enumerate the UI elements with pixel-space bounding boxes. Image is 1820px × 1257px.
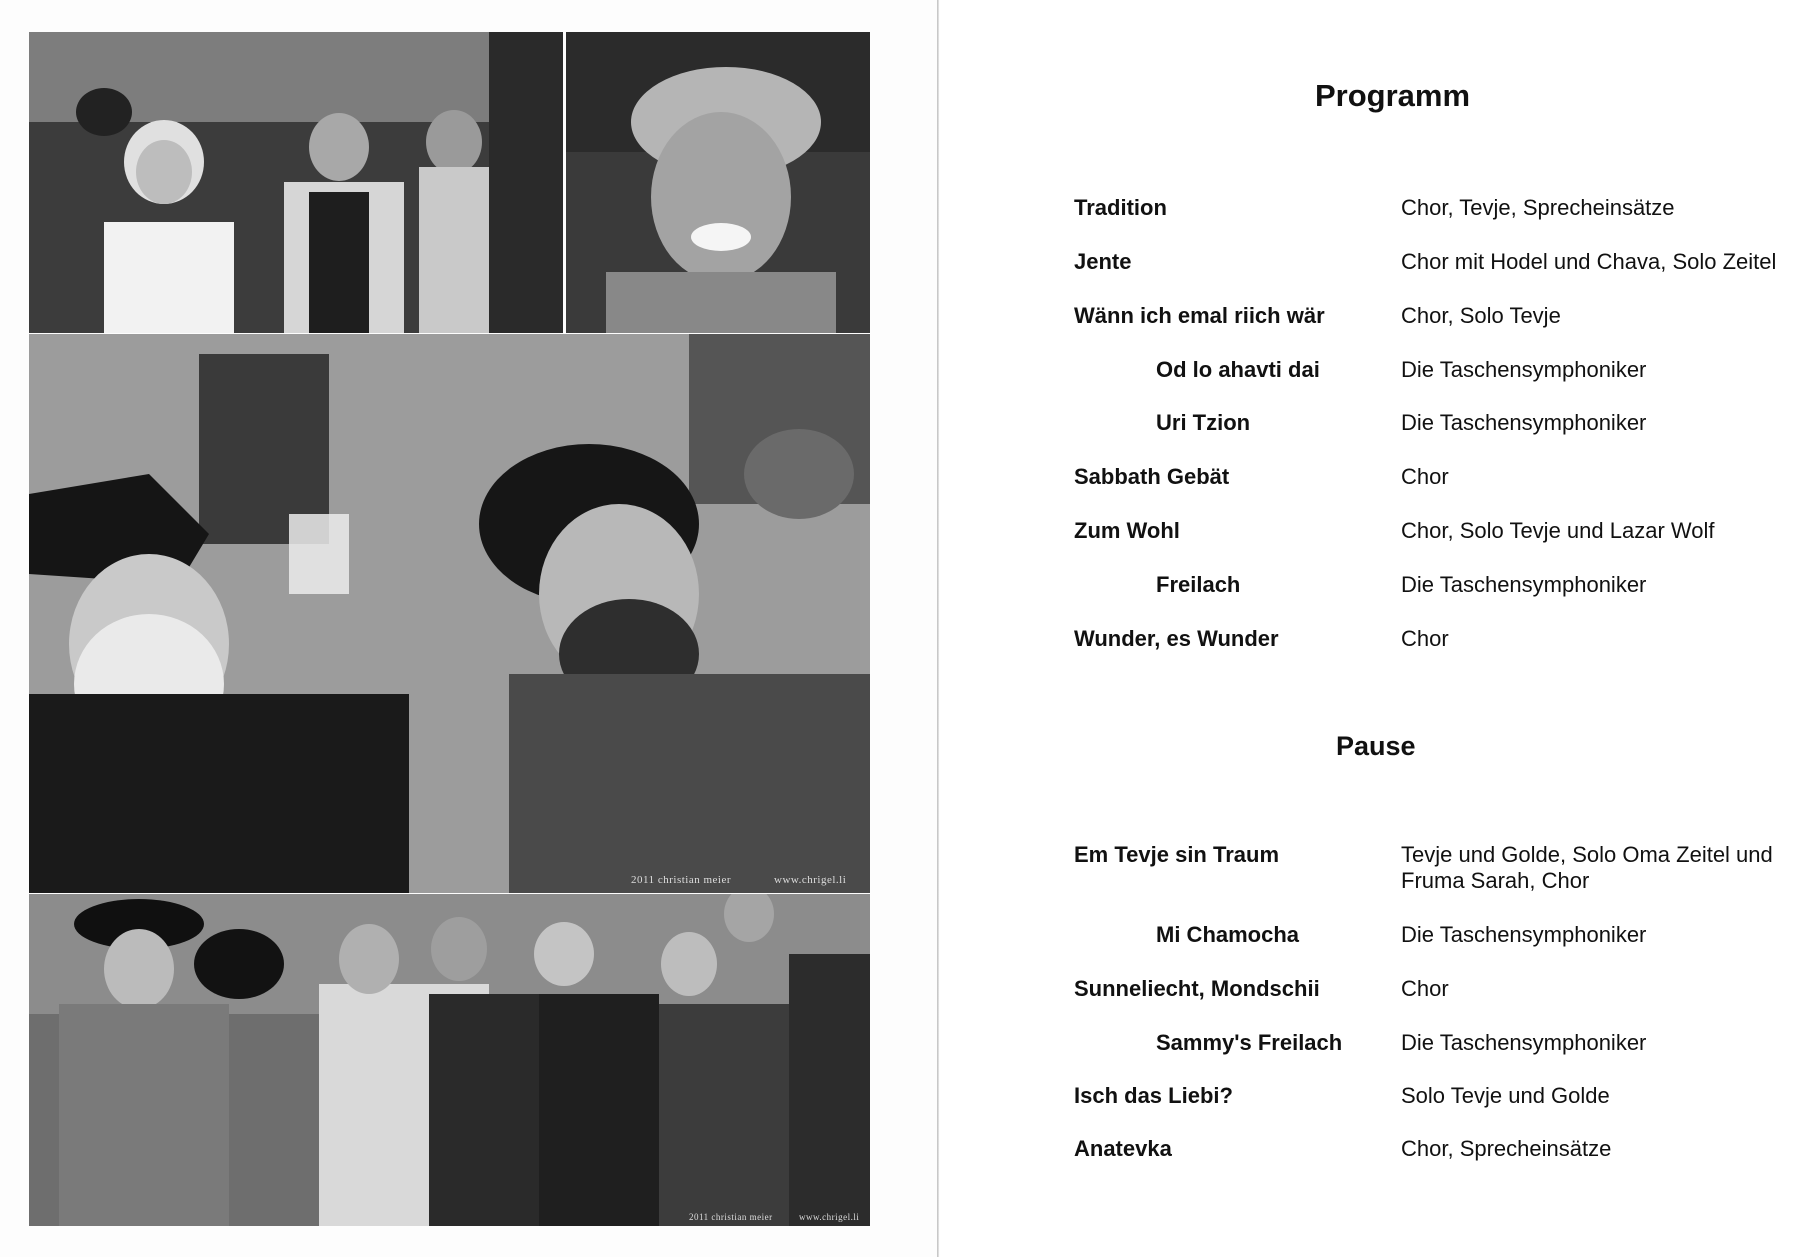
song-title: Isch das Liebi? (1074, 1083, 1233, 1108)
photo-credit-url: www.chrigel.li (774, 874, 847, 886)
song-title: Zum Wohl (1074, 518, 1180, 543)
song-title: Jente (1074, 249, 1132, 274)
song-performers: Chor mit Hodel und Chava, Solo Zeitel (1401, 249, 1777, 274)
song-title: Sunneliecht, Mondschii (1074, 976, 1320, 1001)
song-title: Freilach (1156, 572, 1241, 597)
song-title: Sabbath Gebät (1074, 464, 1230, 489)
song-performers: Chor, Tevje, Sprecheinsätze (1401, 195, 1675, 220)
song-performers: Chor (1401, 626, 1449, 651)
song-performers: Chor, Solo Tevje (1401, 303, 1561, 328)
photo-credit-url-2: www.chrigel.li (799, 1212, 860, 1222)
song-performers: Tevje und Golde, Solo Oma Zeitel und Fruma Sarah, Chor (1401, 842, 1773, 893)
photo-toasting-men (29, 334, 870, 893)
song-title: Wänn ich emal riich wär (1074, 303, 1325, 328)
photo-choir-group (29, 894, 870, 1226)
program-page (941, 0, 1820, 1257)
song-performers: Die Taschensymphoniker (1401, 1030, 1647, 1055)
page-fold (937, 0, 939, 1257)
program-title: Programm (1315, 78, 1471, 113)
pause-title: Pause (1336, 731, 1416, 761)
song-title: Sammy's Freilach (1156, 1030, 1343, 1055)
song-title: Tradition (1074, 195, 1167, 220)
song-title: Od lo ahavti dai (1156, 357, 1320, 382)
song-performers: Chor (1401, 976, 1449, 1001)
photo-credit-name: 2011 christian meier (631, 874, 732, 886)
song-title: Wunder, es Wunder (1074, 626, 1279, 651)
photo-seated-women (29, 32, 563, 333)
song-title: Mi Chamocha (1156, 922, 1300, 947)
song-performers: Die Taschensymphoniker (1401, 410, 1647, 435)
song-performers: Chor, Sprecheinsätze (1401, 1136, 1612, 1161)
song-performers: Chor, Solo Tevje und Lazar Wolf (1401, 518, 1715, 543)
song-performers: Chor (1401, 464, 1449, 489)
photo-smiling-woman (566, 32, 870, 333)
song-title: Em Tevje sin Traum (1074, 842, 1280, 867)
song-performers: Die Taschensymphoniker (1401, 572, 1647, 597)
song-performers: Solo Tevje und Golde (1401, 1083, 1610, 1108)
song-title: Uri Tzion (1156, 410, 1251, 435)
photo-credit-name-2: 2011 christian meier (689, 1212, 773, 1222)
song-performers: Die Taschensymphoniker (1401, 357, 1647, 382)
song-performers: Die Taschensymphoniker (1401, 922, 1647, 947)
song-title: Anatevka (1074, 1136, 1172, 1161)
